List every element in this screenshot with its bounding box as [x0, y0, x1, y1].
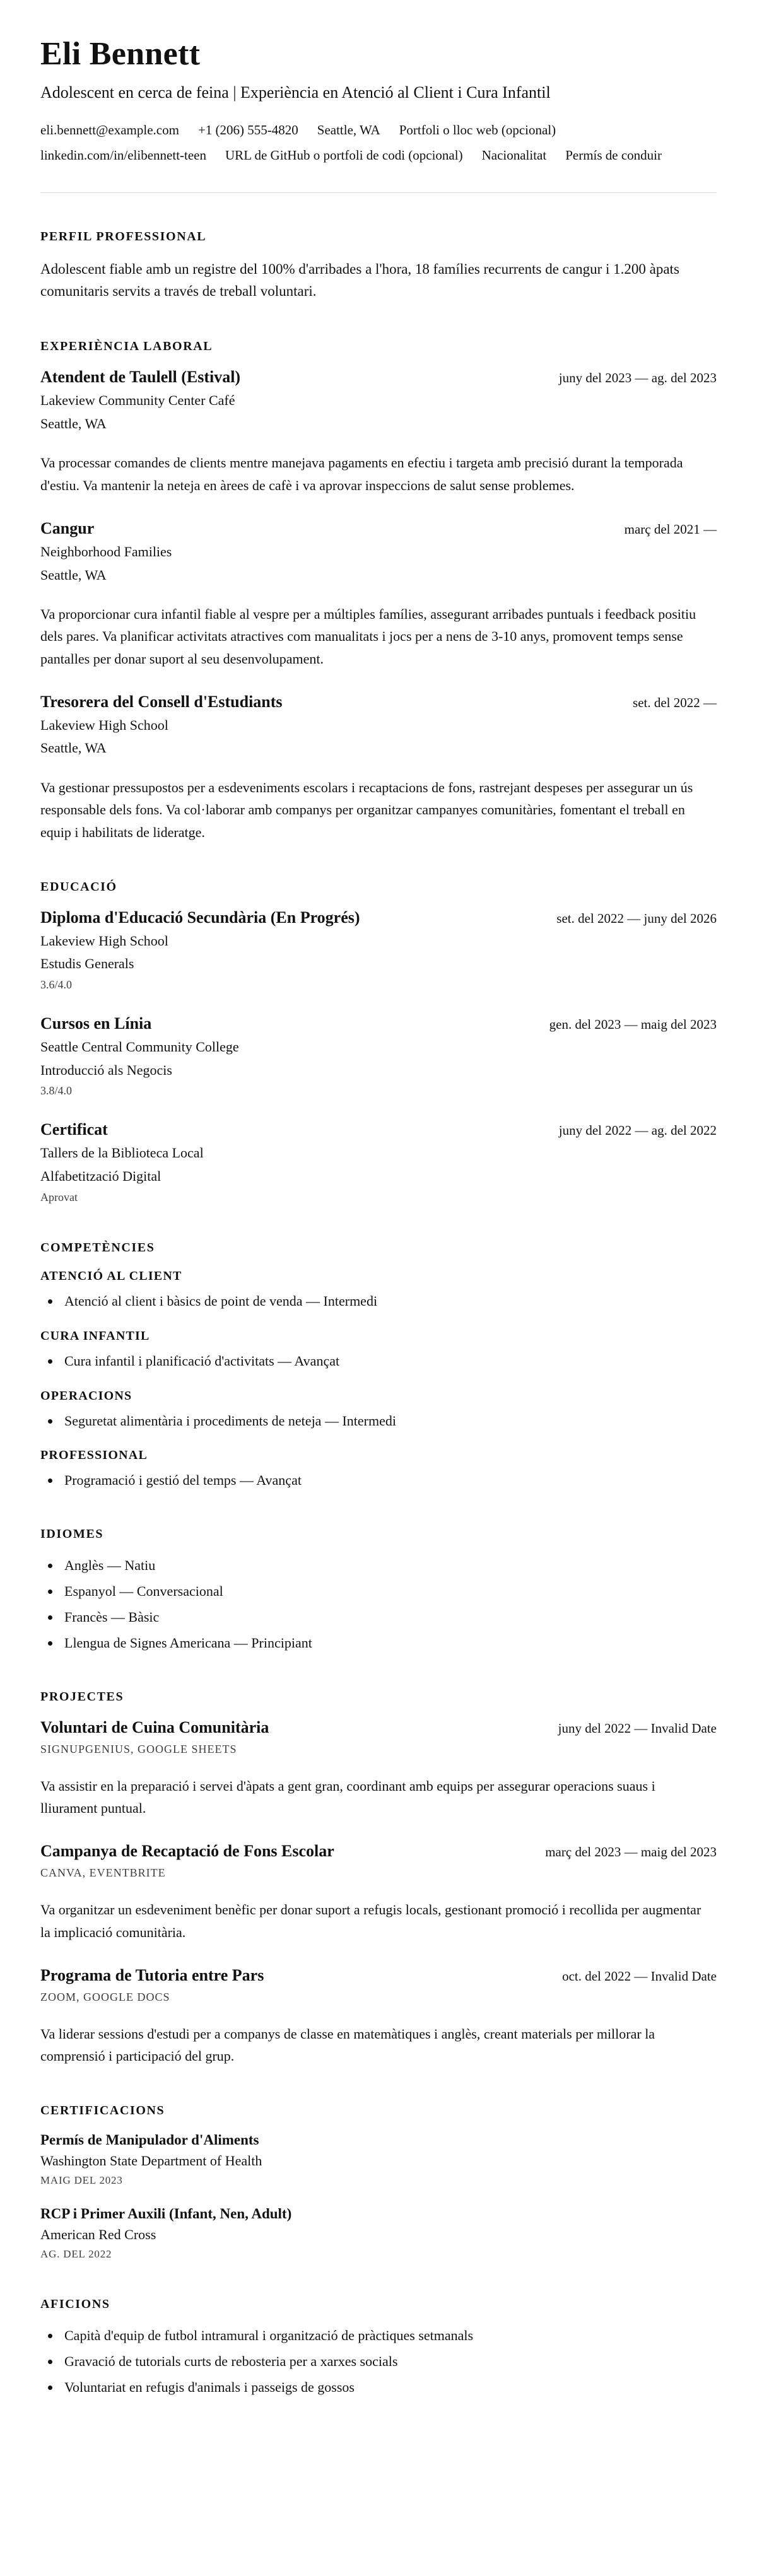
skill-group [40, 1269, 717, 1311]
contact-website: Portfoli o lloc web (opcional) [399, 122, 556, 138]
section-title-experience: EXPERIÈNCIA LABORAL [40, 339, 213, 354]
section-title-projects: PROJECTES [40, 1689, 124, 1704]
certification-issuer: American Red Cross [40, 2227, 156, 2243]
project-description: Va liderar sessions d'estudi per a companys de classe en matemàtiques i anglès, creant materials per millorar la comprensió i participació del grup. [40, 2025, 655, 2064]
skill-list [40, 1411, 717, 1431]
section-title-hobbies: AFICIONS [40, 2297, 110, 2312]
project-dates: març del 2023 — maig del 2023 [545, 1844, 717, 1860]
contact-location: Seattle, WA [317, 122, 380, 138]
skill-group [40, 1448, 717, 1490]
job-dates: març del 2021 — [624, 521, 717, 537]
gpa: 3.6/4.0 [40, 978, 73, 992]
skill-category: PROFESSIONAL [40, 1448, 148, 1463]
experience-entry [40, 519, 717, 670]
language-item: • Francès — Bàsic [61, 1607, 717, 1627]
company-name: Lakeview Community Center Café [40, 392, 235, 409]
experience-entry-head [40, 693, 717, 711]
project-title: Campanya de Recaptació de Fons Escolar [40, 1842, 334, 1861]
degree-title: Diploma d'Educació Secundària (En Progrés) [40, 908, 360, 927]
experience-entry-head [40, 519, 717, 538]
skill-item: • Programació i gestió del temps — Avançat [61, 1470, 717, 1490]
hobby-list [40, 2326, 717, 2397]
language-item: • Anglès — Natiu [61, 1555, 717, 1576]
job-title: Tresorera del Consell d'Estudiants [40, 692, 283, 711]
education-dates: set. del 2022 — juny del 2026 [556, 910, 717, 926]
section-languages [40, 1527, 717, 1653]
job-title: Atendent de Taulell (Estival) [40, 368, 241, 387]
job-dates: set. del 2022 — [633, 694, 717, 710]
experience-entry-head [40, 368, 717, 387]
project-tools: SIGNUPGENIUS, GOOGLE SHEETS [40, 1742, 237, 1755]
gpa: Aprovat [40, 1190, 78, 1203]
contact-nationality: Nacionalitat [481, 148, 547, 163]
skill-category: OPERACIONS [40, 1388, 132, 1403]
job-location: Seattle, WA [40, 566, 107, 583]
section-certifications [40, 2104, 717, 2261]
education-entry-head [40, 1014, 717, 1033]
skill-category: CURA INFANTIL [40, 1328, 150, 1343]
section-experience [40, 339, 717, 843]
section-title-education: EDUCACIÓ [40, 879, 117, 894]
certification-title: RCP i Primer Auxili (Infant, Nen, Adult) [40, 2206, 292, 2222]
certification-date: MAIG DEL 2023 [40, 2174, 123, 2187]
language-list [40, 1555, 717, 1653]
degree-title: Cursos en Línia [40, 1014, 152, 1033]
project-entry [40, 1842, 717, 1943]
job-dates: juny del 2023 — ag. del 2023 [558, 370, 717, 386]
header-divider [40, 192, 717, 193]
skill-group [40, 1329, 717, 1371]
hobby-item: • Voluntariat en refugis d'animals i passeigs de gossos [61, 2377, 717, 2397]
project-description: Va assistir en la preparació i servei d'àpats a gent gran, coordinant amb equips per assegurar operacions suaus i lliurament puntual. [40, 1777, 655, 1817]
skill-item: • Cura infantil i planificació d'activitats — Avançat [61, 1351, 717, 1371]
section-profile [40, 230, 717, 303]
company-name: Neighborhood Families [40, 543, 172, 559]
project-entry-head [40, 1842, 717, 1861]
project-entry [40, 1966, 717, 2067]
education-entry [40, 1014, 717, 1098]
section-title-profile: PERFIL PROFESSIONAL [40, 229, 207, 243]
resume-subtitle: Adolescent en cerca de feina | Experiència en Atenció al Client i Cura Infantil [40, 83, 551, 102]
contact-email: eli.bennett@example.com [40, 122, 179, 138]
language-item: • Espanyol — Conversacional [61, 1581, 717, 1601]
company-name: Lakeview High School [40, 717, 168, 733]
degree-title: Certificat [40, 1120, 108, 1139]
field-of-study: Estudis Generals [40, 956, 134, 972]
project-entry-head [40, 1966, 717, 1985]
education-dates: gen. del 2023 — maig del 2023 [549, 1017, 717, 1033]
education-entry-head [40, 1120, 717, 1139]
job-description: Va gestionar pressupostos per a esdeveniments escolars i recaptacions de fons, rastrejant despeses per assegurar un ús responsable dels fons. Va col·laborar amb companys per organitzar campanyes comunitàries, fomentant el treball en equip i habilitats de lideratge. [40, 780, 693, 840]
education-dates: juny del 2022 — ag. del 2022 [558, 1123, 717, 1139]
contact-list [40, 121, 717, 165]
certification-date: AG. DEL 2022 [40, 2248, 112, 2261]
skill-group [40, 1389, 717, 1431]
school-name: Tallers de la Biblioteca Local [40, 1145, 204, 1161]
skill-item: • Seguretat alimentària i procediments de neteja — Intermedi [61, 1411, 717, 1431]
section-education [40, 880, 717, 1204]
gpa: 3.8/4.0 [40, 1084, 73, 1098]
certification-entry [40, 2132, 717, 2187]
project-dates: juny del 2022 — Invalid Date [558, 1720, 717, 1736]
education-entry-head [40, 908, 717, 927]
job-description: Va proporcionar cura infantil fiable al vespre per a múltiples famílies, assegurant arribades puntuals i feedback positiu dels pares. Va planificar activitats atractives com manualitats i jocs per a nens de 3-10 anys, promovent temps sense pantalles per donar suport al seu desenvolupament. [40, 606, 696, 667]
section-title-languages: IDIOMES [40, 1527, 104, 1542]
section-projects [40, 1690, 717, 2067]
project-tools: CANVA, EVENTBRITE [40, 1866, 166, 1880]
school-name: Seattle Central Community College [40, 1039, 239, 1055]
project-entry [40, 1718, 717, 1819]
project-tools: ZOOM, GOOGLE DOCS [40, 1990, 170, 2003]
education-entry [40, 908, 717, 992]
experience-entry [40, 368, 717, 496]
job-description: Va processar comandes de clients mentre manejava pagaments en efectiu i targeta amb precisió durant la temporada d'estiu. Va mantenir la neteja en àrees de cafè i va aprovar inspeccions de salut sense problemes. [40, 455, 683, 493]
project-title: Voluntari de Cuina Comunitària [40, 1718, 269, 1736]
language-item: • Llengua de Signes Americana — Principiant [61, 1633, 717, 1653]
contact-phone: +1 (206) 555-4820 [197, 122, 298, 138]
field-of-study: Introducció als Negocis [40, 1062, 172, 1078]
job-location: Seattle, WA [40, 740, 107, 756]
project-title: Programa de Tutoria entre Pars [40, 1965, 264, 1984]
section-title-certifications: CERTIFICACIONS [40, 2104, 165, 2118]
education-entry [40, 1120, 717, 1203]
resume-header [40, 35, 717, 165]
hobby-item: • Capità d'equip de futbol intramural i organització de pràctiques setmanals [61, 2326, 717, 2346]
project-dates: oct. del 2022 — Invalid Date [562, 1968, 717, 1984]
contact-github: URL de GitHub o portfoli de codi (opcional) [225, 148, 463, 163]
skill-list [40, 1291, 717, 1311]
skill-list [40, 1470, 717, 1490]
skill-item: • Atenció al client i bàsics de point de venda — Intermedi [61, 1291, 717, 1311]
section-title-skills: COMPETÈNCIES [40, 1240, 155, 1255]
profile-text: Adolescent fiable amb un registre del 100% d'arribades a l'hora, 18 famílies recurrents de cangur i 1.200 àpats comunitaris servits a través de treball voluntari. [40, 261, 679, 300]
project-description: Va organitzar un esdeveniment benèfic per donar suport a refugis locals, gestionant promoció i recollida per augmentar la implicació comunitària. [40, 1902, 701, 1940]
project-entry-head [40, 1718, 717, 1737]
section-skills [40, 1241, 717, 1491]
experience-entry [40, 693, 717, 843]
certification-issuer: Washington State Department of Health [40, 2153, 262, 2169]
contact-linkedin: linkedin.com/in/elibennett-teen [40, 148, 207, 163]
job-location: Seattle, WA [40, 415, 107, 431]
certification-title: Permís de Manipulador d'Aliments [40, 2132, 259, 2148]
skill-category: ATENCIÓ AL CLIENT [40, 1268, 182, 1283]
field-of-study: Alfabetització Digital [40, 1168, 161, 1185]
hobby-item: • Gravació de tutorials curts de rebosteria per a xarxes socials [61, 2351, 717, 2372]
job-title: Cangur [40, 518, 95, 537]
section-hobbies [40, 2297, 717, 2397]
school-name: Lakeview High School [40, 932, 168, 949]
resume-name: Eli Bennett [40, 36, 201, 72]
contact-driving-license: Permís de conduir [565, 148, 662, 163]
certification-entry [40, 2206, 717, 2261]
skill-list [40, 1351, 717, 1371]
